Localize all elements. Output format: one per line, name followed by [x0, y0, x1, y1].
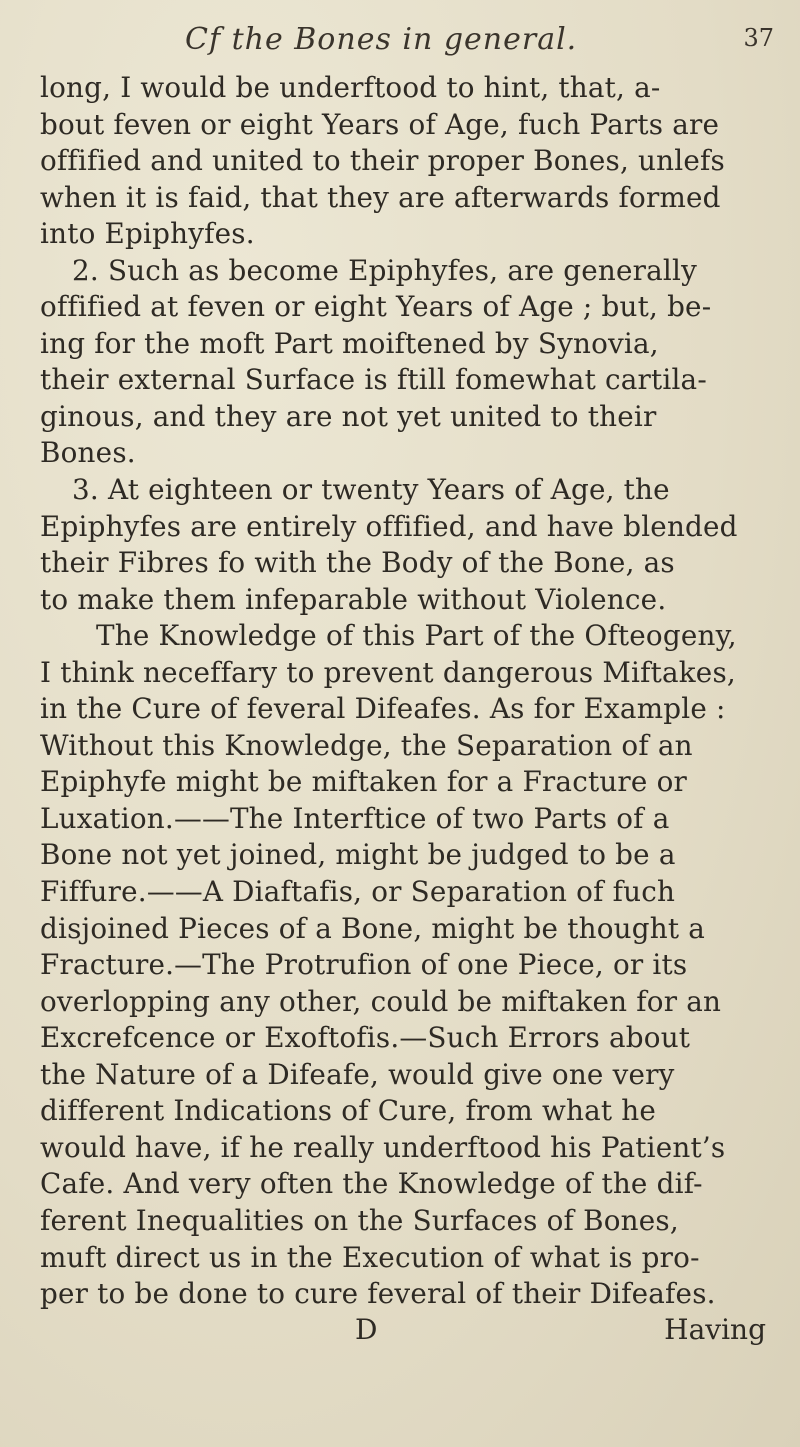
signature-mark: D	[355, 1312, 378, 1346]
text-line: Without this Knowledge, the Separation of an	[40, 728, 693, 762]
text-line: offified at feven or eight Years of Age ; but, be-	[40, 290, 712, 324]
text-line: in the Cure of feveral Difeafes. As for Example :	[40, 692, 726, 726]
text-line: their external Surface is ftill fomewhat cartila-	[40, 363, 707, 397]
body-text	[40, 70, 780, 1313]
text-line: the Nature of a Difeafe, would give one very	[40, 1057, 675, 1091]
text-line: 2. Such as become Epiphyfes, are generally	[72, 253, 698, 287]
text-line: ing for the moft Part moiftened by Synovia,	[40, 326, 659, 360]
text-line: bout feven or eight Years of Age, fuch Parts are	[40, 107, 720, 141]
text-line: Excrefcence or Exoftofis.—Such Errors about	[40, 1021, 691, 1055]
text-line: offified and united to their proper Bones, unlefs	[40, 144, 725, 178]
text-line: overlopping any other, could be miftaken for an	[40, 984, 722, 1018]
text-line: Fracture.—The Protrufion of one Piece, or its	[40, 948, 688, 982]
page-footer	[40, 1313, 780, 1353]
text-line: their Fibres fo with the Body of the Bone, as	[40, 546, 675, 580]
text-line: per to be done to cure feveral of their Difeafes.	[40, 1277, 716, 1311]
text-line: long, I would be underftood to hint, that, a-	[40, 71, 661, 104]
text-line: Epiphyfes are entirely offified, and have blended	[40, 509, 738, 543]
text-line: ferent Inequalities on the Surfaces of Bones,	[40, 1203, 679, 1237]
text-line: when it is faid, that they are afterwards formed	[40, 180, 721, 214]
book-page	[40, 18, 780, 1428]
text-line: muft direct us in the Execution of what is pro-	[40, 1240, 700, 1274]
text-line: Fiffure.——A Diaftafis, or Separation of fuch	[40, 875, 676, 909]
text-line: would have, if he really underftood his Patient’s	[40, 1130, 726, 1164]
text-line: disjoined Pieces of a Bone, might be thought a	[40, 911, 706, 945]
text-line: Bone not yet joined, might be judged to be a	[40, 838, 676, 872]
text-line: into Epiphyfes.	[40, 217, 255, 251]
text-line: Luxation.——The Interftice of two Parts of a	[40, 801, 670, 835]
page-header	[40, 18, 780, 70]
text-line: The Knowledge of this Part of the Ofteogeny,	[96, 619, 737, 653]
text-line: Epiphyfe might be miftaken for a Fracture or	[40, 765, 688, 799]
running-title: Cf the Bones in general.	[185, 22, 578, 57]
catchword: Having	[664, 1312, 766, 1346]
text-line: to make them infeparable without Violence.	[40, 582, 667, 616]
text-line: different Indications of Cure, from what he	[40, 1094, 657, 1128]
text-line: I think neceffary to prevent dangerous Miftakes,	[40, 655, 736, 689]
text-line: 3. At eighteen or twenty Years of Age, the	[72, 473, 670, 507]
text-line: Cafe. And very often the Knowledge of the dif-	[40, 1167, 703, 1201]
text-line: ginous, and they are not yet united to their	[40, 399, 657, 433]
page-number: 37	[743, 24, 774, 52]
text-line: Bones.	[40, 436, 136, 470]
